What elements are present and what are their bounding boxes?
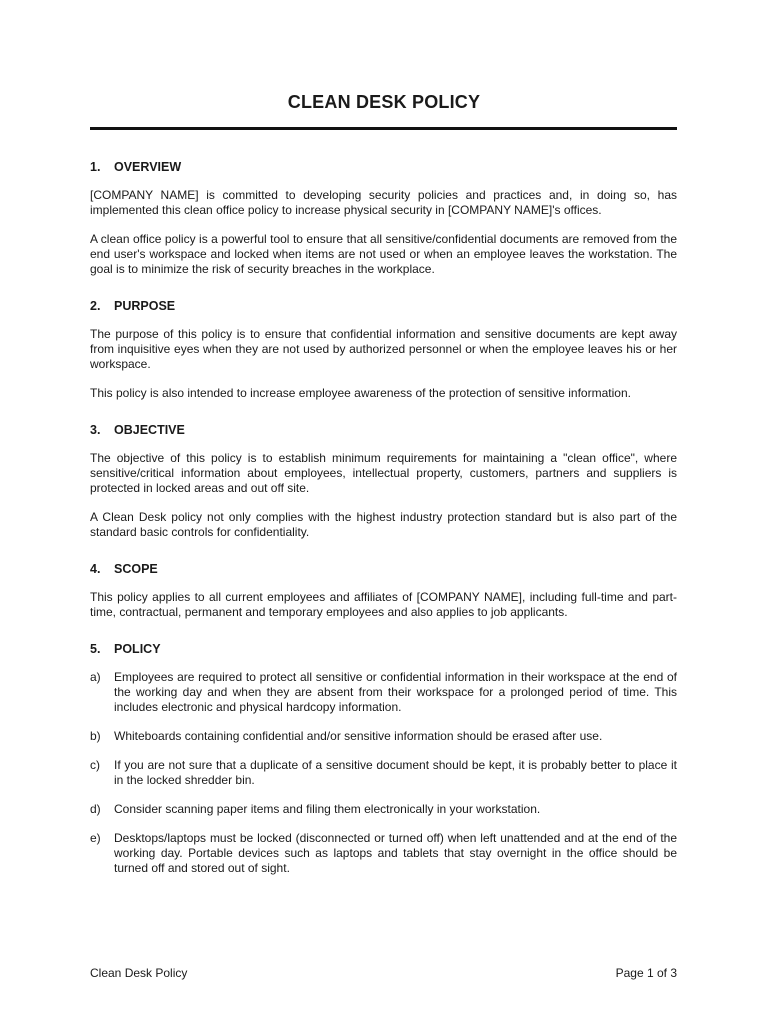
section-objective: [90, 423, 677, 540]
section-title: PURPOSE: [114, 299, 176, 313]
list-item: [90, 802, 677, 817]
list-item: [90, 758, 677, 788]
list-marker: b): [90, 729, 101, 743]
section-heading: [90, 299, 677, 314]
section-heading: [90, 160, 677, 175]
list-item: [90, 729, 677, 744]
list-marker: d): [90, 802, 101, 816]
list-item-text: Whiteboards containing confidential and/or sensitive information should be erased after use.: [114, 729, 603, 743]
paragraph: [COMPANY NAME] is committed to developing security policies and practices and, in doing so, has implemented this clean office policy to increase physical security in [COMPANY NAME]'s offices.: [90, 188, 677, 217]
list-marker: a): [90, 670, 101, 684]
list-item-text: Consider scanning paper items and filing them electronically in your workstation.: [114, 802, 541, 816]
section-number: 3.: [90, 423, 101, 437]
paragraph: A clean office policy is a powerful tool to ensure that all sensitive/confidential documents are removed from the end user's workspace and locked when items are not used or when an employee leaves the workstation. The goal is to minimize the risk of security breaches in the workplace.: [90, 232, 677, 276]
section-scope: [90, 562, 677, 620]
list-item: [90, 670, 677, 715]
list-item-text: If you are not sure that a duplicate of a sensitive document should be kept, it is probably better to place it in the locked shredder bin.: [114, 758, 677, 787]
section-title: OVERVIEW: [114, 160, 182, 174]
section-heading: [90, 562, 677, 577]
section-number: 4.: [90, 562, 101, 576]
section-number: 2.: [90, 299, 101, 313]
paragraph: The purpose of this policy is to ensure that confidential information and sensitive documents are kept away from inquisitive eyes when they are not used by authorized personnel or when the employee leaves his or her workspace.: [90, 327, 677, 371]
footer-document-name: Clean Desk Policy: [90, 966, 188, 980]
document-body: [90, 160, 677, 898]
section-overview: [90, 160, 677, 277]
section-number: 1.: [90, 160, 101, 174]
section-policy: [90, 642, 677, 876]
section-purpose: [90, 299, 677, 401]
section-title: OBJECTIVE: [114, 423, 185, 437]
list-marker: e): [90, 831, 101, 845]
footer-page-number: Page 1 of 3: [615, 966, 677, 980]
section-title: SCOPE: [114, 562, 158, 576]
paragraph: A Clean Desk policy not only complies with the highest industry protection standard but is also part of the standard basic controls for confidentiality.: [90, 510, 677, 539]
title-divider: [90, 127, 677, 130]
document-title: CLEAN DESK POLICY: [287, 92, 481, 112]
section-number: 5.: [90, 642, 101, 656]
list-item-text: Desktops/laptops must be locked (disconnected or turned off) when left unattended and at the end of the working day. Portable devices such as laptops and tablets that stay overnight in the office should be turned off and stored out of sight.: [114, 831, 677, 875]
section-title: POLICY: [114, 642, 161, 656]
list-item-text: Employees are required to protect all sensitive or confidential information in their workspace at the end of the working day and when they are absent from their workspace for a prolonged period of time. This includes electronic and physical hardcopy information.: [114, 670, 677, 714]
paragraph: The objective of this policy is to establish minimum requirements for maintaining a "clean office", where sensitive/critical information about employees, intellectual property, customers, partners and suppliers is protected in locked areas and out off site.: [90, 451, 677, 495]
section-heading: [90, 642, 677, 657]
list-item: [90, 831, 677, 876]
paragraph: This policy applies to all current employees and affiliates of [COMPANY NAME], including full-time and part-time, contractual, permanent and temporary employees and also applies to job applicants.: [90, 590, 677, 619]
list-marker: c): [90, 758, 100, 772]
section-heading: [90, 423, 677, 438]
paragraph: This policy is also intended to increase employee awareness of the protection of sensitive information.: [90, 386, 631, 400]
page-footer: [90, 966, 677, 980]
